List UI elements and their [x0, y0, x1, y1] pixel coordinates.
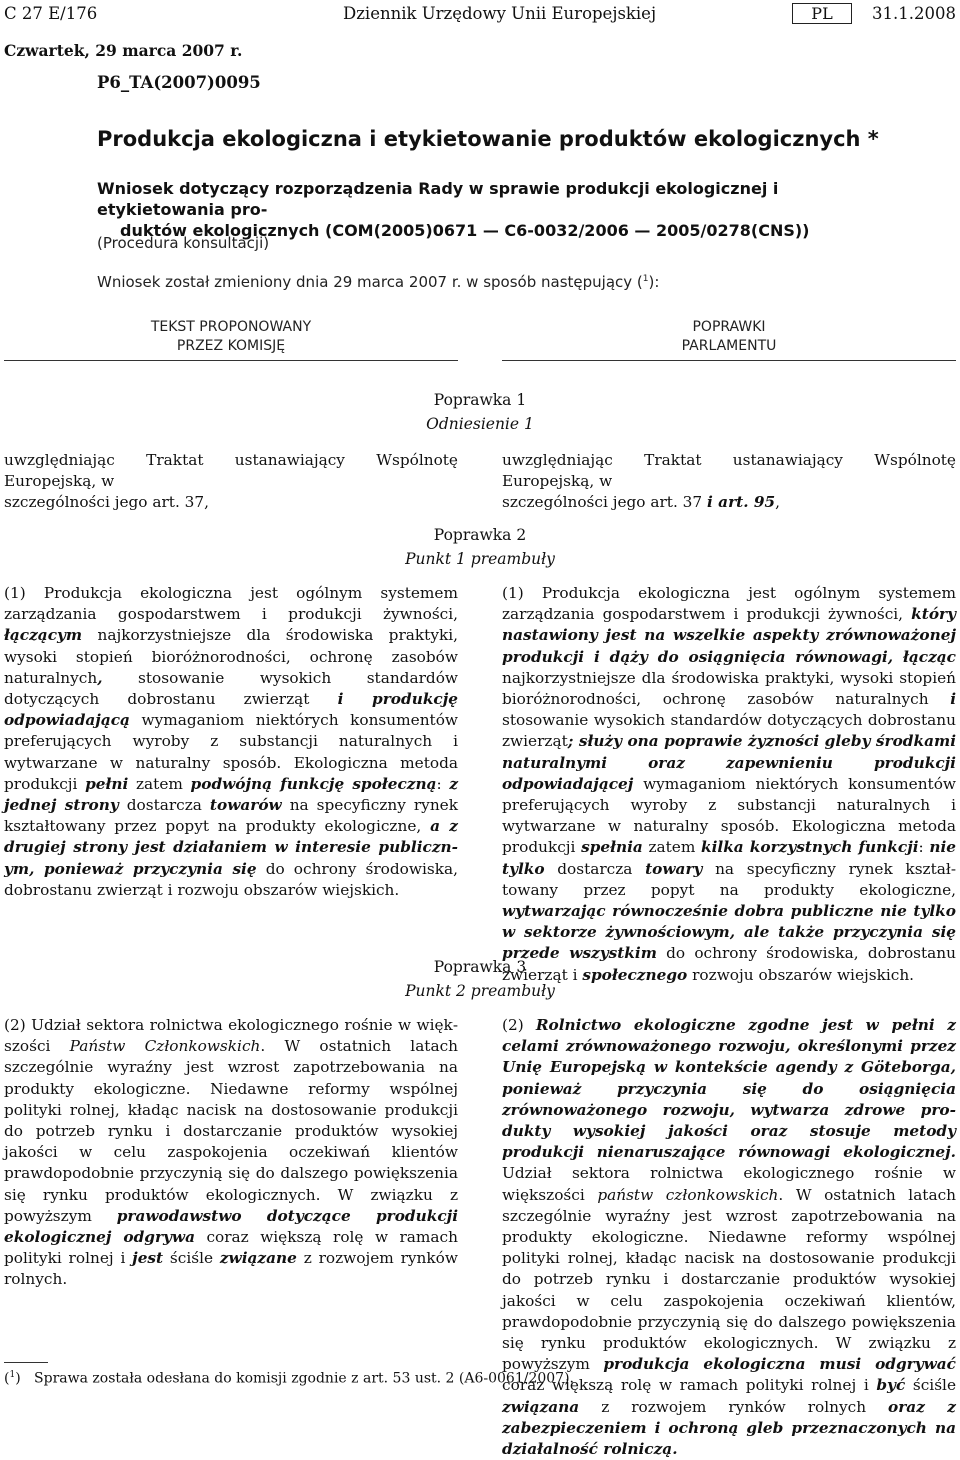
page-title: Produkcja ekologiczna i etykietowanie produktów ekologicznych * — [97, 127, 879, 151]
amendment-2-parliament-text: (1) Produkcja ekologiczna jest ogólnym systemem zarządzania gospodarstwem i produkcji żywności, który nastawiony jest na wszelkie aspekty zrównoważonej produkcji i dąży do osiągnięcia równowagi, łącząc najkorzystniejsze dla środowiska praktyki, wysoki stopień bioróżnorodności, ochronę zasobów naturalnych i stosowanie wysokich standardów dotyczących dobrostanu zwierząt; służy ona poprawie żyzności gleby środkami naturalnymi oraz zapewnieniu produkcji odpowiadającej wymaganiom niektórych konsumentów preferujących wyroby z substancji naturalnych i wytwarzane w naturalny sposób. Ekologiczna metoda produkcji spełnia zatem kilka korzystnych funkcji: nie tylko dostarcza towary na specyficzny rynek kształtowany przez popyt na produkty ekologiczne, wytwarzając równocześnie dobra publiczne nie tylko w sektorze żywnościowym, ale także przyczynia się przede wszystkim do ochrony środowiska, dobrostanu zwierząt i społecznego rozwoju obszarów wiejskich. — [502, 584, 956, 984]
document-reference: P6_TA(2007)0095 — [97, 73, 261, 92]
procedure-label: (Procedura konsultacji) — [97, 234, 270, 252]
amendment-1-reference: Odniesienie 1 — [426, 415, 534, 433]
right-heading-rule — [502, 360, 956, 361]
language-badge: PL — [792, 3, 852, 24]
amendment-3-parliament-text: (2) Rolnictwo ekologiczne zgodne jest w pełni z celami zrównoważonego rozwoju, określonymi przez Unię Europejską w kontekście agendy z Göteborga, ponieważ przyczynia się do osiągnięcia zrównoważonego rozwoju, wytwarza zdrowe produkty wysokiej jakości oraz stosuje metody produkcji nienaruszające równowagi ekologicznej. Udział sektora rolnictwa ekologicznego rośnie w większości państw członkowskich. W ostatnich latach szczególnie wyraźny jest wzrost zapotrzebowania na produkty ekologiczne. Niedawne reformy wspólnej polityki rolnej, kładąc nacisk na dostosowanie produkcji do potrzeb rynku i dostarczanie produktów wysokiej jakości w celu zaspokojenia oczekiwań klientów, prawdopodobnie przyczynią się do dalszego powiększenia się rynku produktów ekologicznych. W związku z powyższym produkcja ekologiczna musi odgrywać coraz większą rolę w ramach polityki rolnej i być ściśle związana z rozwojem rynków rolnych oraz z zabezpieczeniem i ochroną gleb przeznaczonych na działalność rolniczą. — [502, 1016, 956, 1459]
proposal-subtitle: Wniosek dotyczący rozporządzenia Rady w sprawie produkcji ekologicznej i etykietowania pro- duktów ekologicznych (COM(2005)0671 — C6-0032/2006 — 2005/0278(CNS)) — [97, 179, 810, 240]
sitting-date: Czwartek, 29 marca 2007 r. — [4, 41, 243, 60]
left-heading-rule — [4, 360, 458, 361]
amendment-1-parliament-text: uwzględniając Traktat ustanawiający Wspólnotę Europejską, w szczególności jego art. 37 i art. 95, — [502, 451, 956, 512]
amendment-3-reference: Punkt 2 preambuły — [405, 982, 555, 1000]
amendment-2-reference: Punkt 1 preambuły — [405, 550, 555, 568]
amendment-3-commission-text: (2) Udział sektora rolnictwa ekologicznego rośnie w większości Państw Członkowskich. W ostatnich latach szczególnie wyraźny jest wzrost zapotrzebowania na produkty ekologiczne. Niedawne reformy wspólnej polityki rolnej, kładąc nacisk na dostosowanie produkcji do potrzeb rynku i dostarczanie produktów wysokiej jakości w celu zaspokojenia oczekiwań klientów prawdopodobnie przyczynią się do dalszego powiększenia się rynku produktów ekologicznych. W związku z powyższym prawodawstwo dotyczące produkcji ekologicznej odgrywa coraz większą rolę w ramach polityki rolnej i jest ściśle związane z rozwojem rynków rolnych. — [4, 1016, 459, 1289]
amendment-1-commission-text: uwzględniając Traktat ustanawiający Wspólnotę Europejską, w szczególności jego art. 37, — [4, 451, 458, 512]
amendment-2-commission-text: (1) Produkcja ekologiczna jest ogólnym systemem zarządzania gospodarstwem i produkcji żywności, łączącym najkorzystniejsze dla środowiska praktyki, wysoki stopień bioróżnorodności, ochronę zasobów naturalnych, stosowanie wysokich standardów dotyczących dobrostanu zwierząt i produkcję odpowiadającą wymaganiom niektórych konsumentów preferujących wyroby z substancji naturalnych i wytwarzane w naturalny sposób. Ekologiczna metoda produkcji pełni zatem podwójną funkcję społeczną: z jednej strony dostarcza towarów na specyficzny rynek kształtowany przez popyt na produkty ekologiczne, a z drugiej strony jest działaniem w interesie publicznym, ponieważ przyczynia się do ochrony środowiska, dobrostanu zwierząt i rozwoju obszarów wiejskich. — [4, 584, 459, 899]
left-column-heading: TEKST PROPONOWANY PRZEZ KOMISJĘ — [150, 319, 312, 354]
amendment-2-label: Poprawka 2 — [433, 526, 527, 544]
amended-intro: Wniosek został zmieniony dnia 29 marca 2007 r. w sposób następujący ($^1$): — [97, 273, 660, 291]
journal-name: Dziennik Urzędowy Unii Europejskiej — [343, 4, 657, 23]
issue-date: 31.1.2008 — [872, 4, 956, 23]
right-column-heading: POPRAWKI PARLAMENTU — [681, 319, 777, 354]
footnote: ($^1$) Sprawa została odesłana do komisji zgodnie z art. 53 ust. 2 (A6-0061/2007). — [4, 1370, 574, 1387]
footnote-rule — [4, 1362, 48, 1363]
amendment-3-label: Poprawka 3 — [433, 958, 527, 976]
page-reference: C 27 E/176 — [4, 4, 98, 23]
amendment-1-label: Poprawka 1 — [433, 391, 527, 409]
